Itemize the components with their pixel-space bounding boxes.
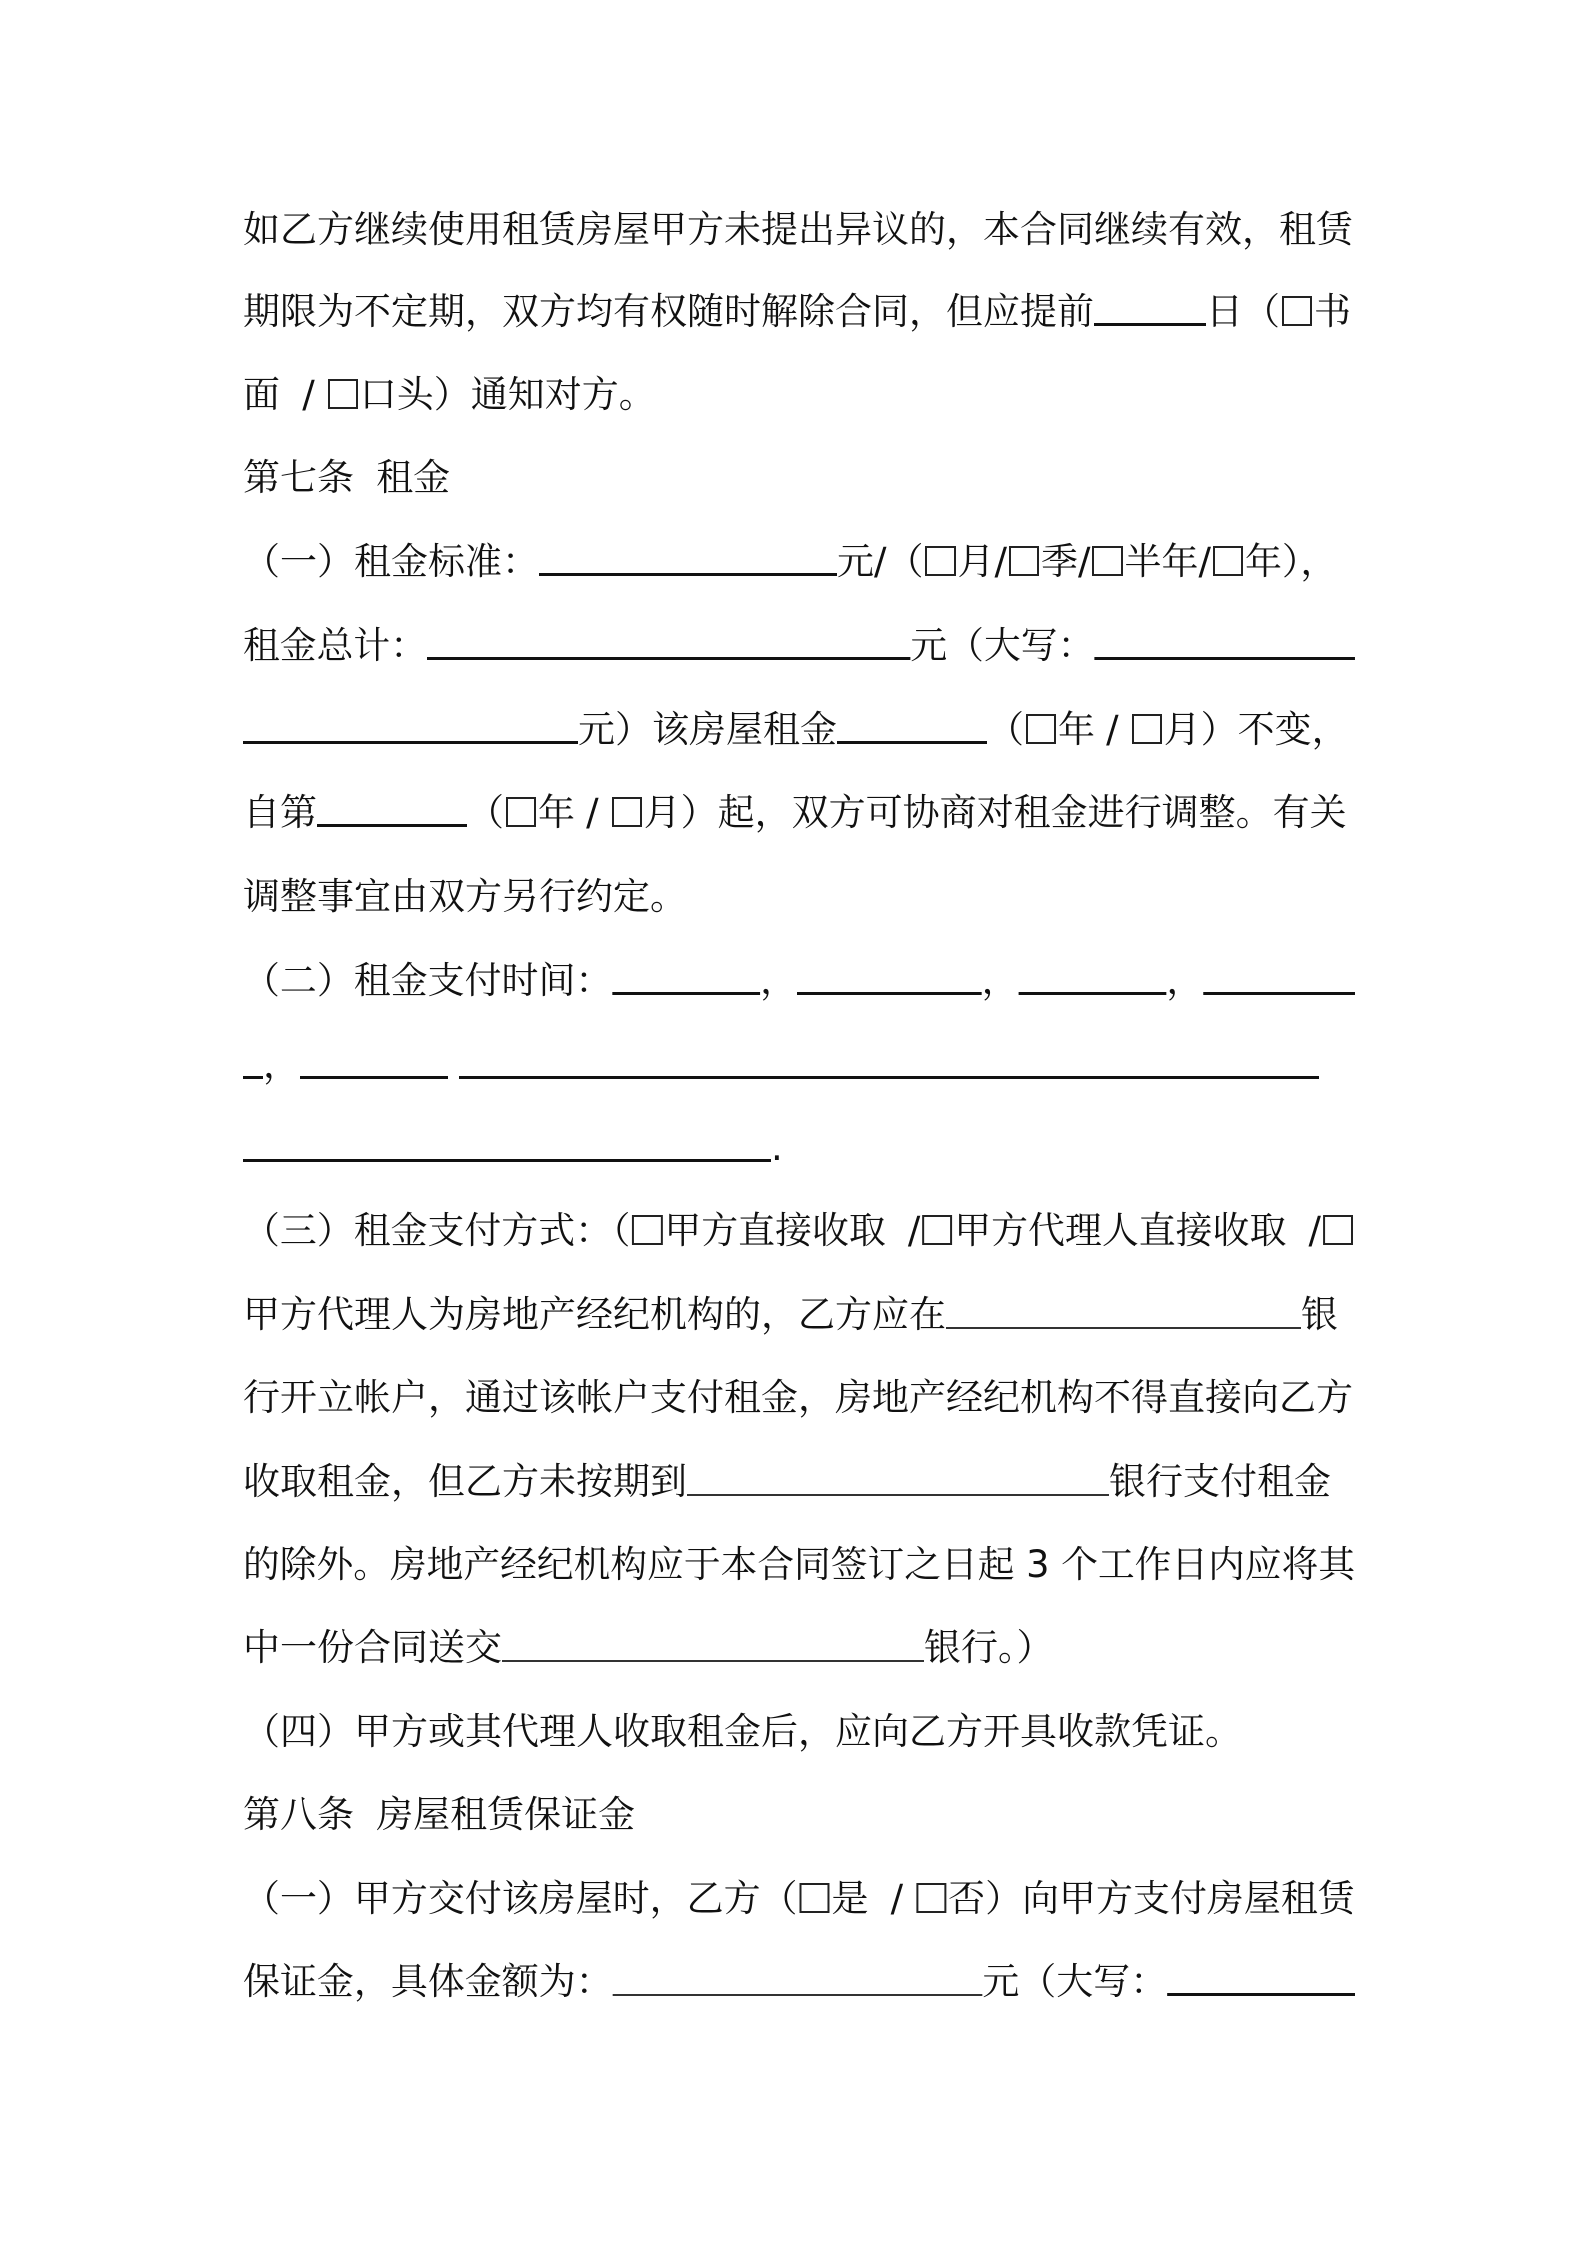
line-2-text-a: 期限为不定期，双方均有权随时解除合同，但应提前 xyxy=(243,290,1094,333)
line-7-text-e: 月）不变， xyxy=(1163,708,1349,751)
text-line-18 xyxy=(243,1623,1054,1673)
article-8-number: 第八条 xyxy=(243,1793,354,1836)
line-7-slash: / xyxy=(1106,708,1119,751)
line-2-text-c: 书 xyxy=(1314,290,1352,333)
text-line-19 xyxy=(243,1707,1242,1757)
text-line-3 xyxy=(243,370,656,420)
text-line-8 xyxy=(243,788,1347,838)
deposit-amount-label: 保证金，具体金额为： xyxy=(243,1960,613,2003)
line-13-slash-1: / xyxy=(907,1209,921,1252)
notice-days-blank[interactable] xyxy=(1094,290,1206,326)
line-6-text-b: 元（大写： xyxy=(910,624,1095,667)
article-7-title: 租金 xyxy=(376,456,451,499)
adjust-from-blank[interactable] xyxy=(317,791,467,827)
line-13-slash-2: / xyxy=(1308,1209,1321,1252)
deposit-uppercase-blank[interactable] xyxy=(1167,1960,1355,1996)
article-8-heading xyxy=(243,1790,635,1840)
text-line-12 xyxy=(243,1123,783,1173)
line-18-text-b: 银行。） xyxy=(924,1626,1054,1669)
comma-2: ， xyxy=(981,959,1019,1002)
text-line-21 xyxy=(243,1874,1355,1924)
line-13-text-d: 甲方代理人直接收取 xyxy=(954,1209,1287,1252)
oral-notice-checkbox[interactable] xyxy=(328,379,358,409)
rent-total-blank[interactable] xyxy=(427,624,910,660)
line-8-text-a: 自第 xyxy=(243,791,317,834)
half-year-checkbox[interactable] xyxy=(1092,546,1122,576)
payment-time-blank-4-continued[interactable] xyxy=(243,1043,263,1079)
text-line-17 xyxy=(243,1540,1355,1590)
rent-unchanged-period-blank[interactable] xyxy=(837,708,987,744)
line-8-text-e: 月）起，双方可协商对租金进行调整。有关 xyxy=(643,791,1347,834)
line-5-text-c: 月/ xyxy=(957,540,1007,583)
rent-total-uppercase-blank-2[interactable] xyxy=(243,708,578,744)
text-line-10 xyxy=(243,956,1355,1006)
rent-total-uppercase-blank-1[interactable] xyxy=(1094,624,1355,660)
line-8-text-c: 年 xyxy=(538,791,576,834)
adjust-year-checkbox[interactable] xyxy=(506,797,536,827)
line-7-text-b: （ xyxy=(987,708,1024,751)
line-18-text-a: 中一份合同送交 xyxy=(243,1626,502,1669)
article-7-heading xyxy=(243,453,450,503)
line-13-text-b: 甲方直接收取 xyxy=(664,1209,886,1252)
line-8-slash: / xyxy=(586,791,599,834)
line-2-text-b: 日（ xyxy=(1206,290,1280,333)
text-line-6 xyxy=(243,621,1355,671)
text-line-22 xyxy=(243,1957,1355,2007)
line-7-text-c: 年 xyxy=(1058,708,1096,751)
bank-name-blank-2[interactable] xyxy=(687,1461,1109,1496)
line-14-text-b: 银 xyxy=(1301,1293,1338,1336)
comma-1: ， xyxy=(760,959,798,1002)
text-line-7 xyxy=(243,705,1349,755)
line-8-text-b: （ xyxy=(467,791,504,834)
rent-standard-blank[interactable] xyxy=(539,540,837,576)
line-3-slash: / xyxy=(302,373,315,416)
line-1-text: 如乙方继续使用租赁房屋甲方未提出异议的，本合同继续有效，租赁 xyxy=(243,208,1353,251)
rent-standard-label: （一）租金标准： xyxy=(243,540,539,583)
article-7-number: 第七条 xyxy=(243,456,354,499)
text-line-15 xyxy=(243,1373,1353,1423)
line-5-text-e: 半年/ xyxy=(1124,540,1211,583)
line-5-text-d: 季/ xyxy=(1040,540,1091,583)
line-21-slash: / xyxy=(890,1877,904,1920)
comma-4: ， xyxy=(263,1043,300,1086)
line-7-text-a: 元）该房屋租金 xyxy=(578,708,837,751)
text-line-16 xyxy=(243,1457,1331,1507)
line-5-text-b: 元/（ xyxy=(837,540,924,583)
agent-direct-checkbox[interactable] xyxy=(922,1215,952,1245)
line-21-text-b: 是 xyxy=(831,1877,869,1920)
line-9-text: 调整事宜由双方另行约定。 xyxy=(243,875,687,918)
comma-3: ， xyxy=(1166,959,1204,1002)
text-line-9 xyxy=(243,872,687,922)
line-16-text-a: 收取租金，但乙方未按期到 xyxy=(243,1460,687,1503)
text-line-2 xyxy=(243,287,1351,337)
bank-name-blank-1[interactable] xyxy=(946,1294,1301,1329)
adjust-month-checkbox[interactable] xyxy=(612,797,642,827)
payment-time-blank-3[interactable] xyxy=(1019,959,1167,995)
line-5-text-f: 年）， xyxy=(1244,540,1338,583)
quarterly-checkbox[interactable] xyxy=(1009,546,1039,576)
line-17-text: 的除外。房地产经纪机构应于本合同签订之日起 3 个工作日内应将其 xyxy=(243,1543,1356,1586)
text-line-14 xyxy=(243,1290,1338,1340)
unchanged-month-checkbox[interactable] xyxy=(1132,714,1162,744)
line-19-text: （四）甲方或其代理人收取租金后，应向乙方开具收款凭证。 xyxy=(243,1710,1242,1753)
line-3-text-a: 面 xyxy=(243,373,280,416)
payment-time-blank-2[interactable] xyxy=(797,959,982,995)
line-3-text-c: 口头）通知对方。 xyxy=(359,373,656,416)
agency-checkbox[interactable] xyxy=(1323,1215,1353,1245)
payment-method-label: （三）租金支付方式：（ xyxy=(243,1209,631,1252)
period-mark: . xyxy=(771,1126,783,1169)
line-14-text-a: 甲方代理人为房地产经纪机构的，乙方应在 xyxy=(243,1293,946,1336)
payment-time-blank-1[interactable] xyxy=(612,959,760,995)
bank-name-blank-3[interactable] xyxy=(502,1627,924,1662)
text-line-13 xyxy=(243,1206,1355,1256)
text-line-1 xyxy=(243,205,1353,255)
line-21-text-d: 否）向甲方支付房屋租赁 xyxy=(948,1877,1355,1920)
deposit-amount-blank[interactable] xyxy=(613,1961,983,1996)
unchanged-year-checkbox[interactable] xyxy=(1026,714,1056,744)
payment-time-blank-6[interactable] xyxy=(459,1043,1319,1079)
text-line-5 xyxy=(243,537,1337,587)
line-16-text-b: 银行支付租金 xyxy=(1109,1460,1331,1503)
deposit-no-checkbox[interactable] xyxy=(916,1883,946,1913)
payment-time-blank-4[interactable] xyxy=(1203,959,1355,995)
text-line-11 xyxy=(243,1040,1319,1090)
line-21-text-a: （一）甲方交付该房屋时，乙方（ xyxy=(243,1877,798,1920)
payment-time-label: （二）租金支付时间： xyxy=(243,959,613,1002)
line-15-text: 行开立帐户，通过该帐户支付租金，房地产经纪机构不得直接向乙方 xyxy=(243,1376,1353,1419)
yearly-checkbox[interactable] xyxy=(1213,546,1243,576)
article-8-title: 房屋租赁保证金 xyxy=(376,1793,636,1836)
landlord-direct-checkbox[interactable] xyxy=(632,1215,662,1245)
monthly-checkbox[interactable] xyxy=(925,546,955,576)
payment-time-blank-7[interactable] xyxy=(243,1126,771,1162)
written-notice-checkbox[interactable] xyxy=(1282,296,1312,326)
rent-total-label: 租金总计： xyxy=(243,624,428,667)
line-22-text-b: 元（大写： xyxy=(982,1960,1168,2003)
payment-time-blank-5[interactable] xyxy=(300,1043,448,1079)
deposit-yes-checkbox[interactable] xyxy=(799,1883,829,1913)
